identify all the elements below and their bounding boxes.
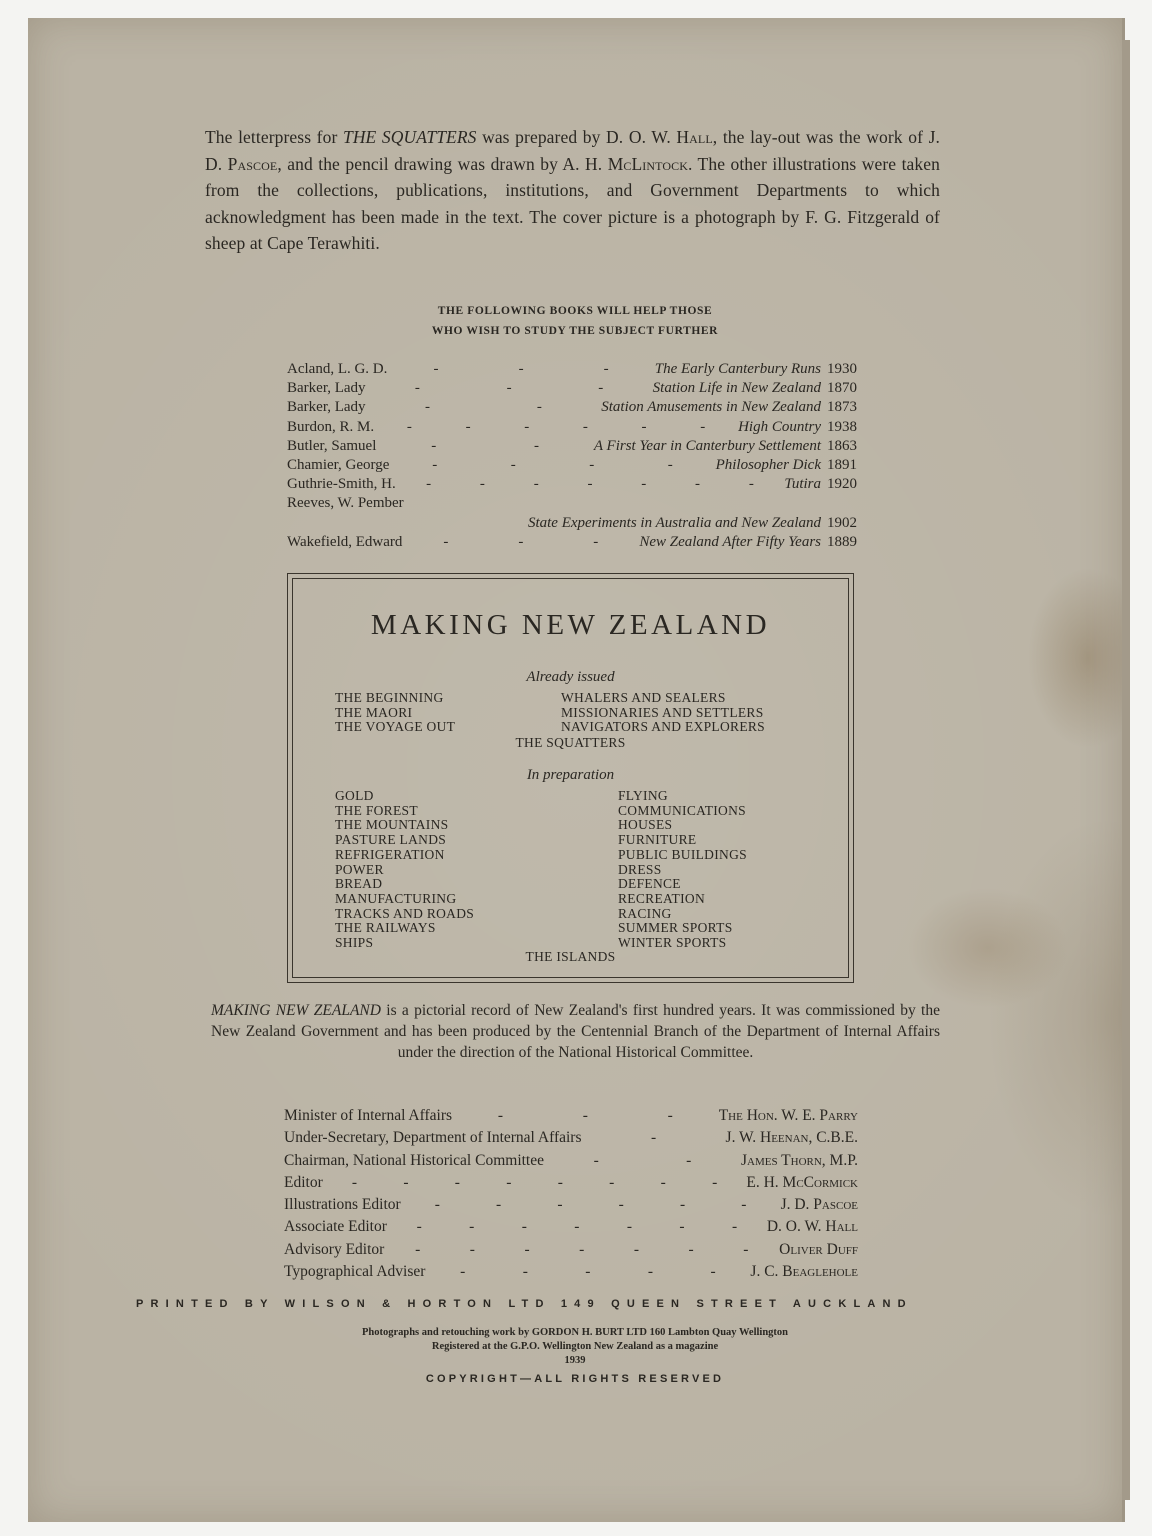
dash: -: [522, 1263, 528, 1281]
books-heading-line2: WHO WISH TO STUDY THE SUBJECT FURTHER: [431, 325, 719, 337]
about-paragraph: [211, 1000, 940, 1063]
prep-title: COMMUNICATIONS: [618, 802, 746, 818]
dash: -: [510, 456, 516, 473]
book-row: [287, 514, 857, 533]
dash: -: [741, 1196, 747, 1214]
dash: -: [647, 1263, 654, 1281]
series-box-inner: [292, 578, 849, 978]
dash: -: [712, 1173, 718, 1191]
book-row: [287, 418, 857, 437]
dash-leader: [380, 418, 732, 437]
book-author: Acland, L. G. D.: [287, 361, 388, 377]
dash: -: [432, 456, 438, 473]
prep-title: HOUSES: [618, 817, 673, 833]
dash: -: [574, 1218, 580, 1236]
dash: -: [641, 476, 647, 493]
dash: -: [469, 1218, 475, 1236]
book-author: Butler, Samuel: [287, 437, 377, 454]
prep-left-column: [335, 789, 474, 951]
prep-title: FURNITURE: [618, 832, 697, 848]
registered-line: Registered at the G.P.O. Wellington New Zealand as a magazine: [431, 1341, 719, 1352]
prep-title: FLYING: [618, 788, 668, 803]
intro-paragraph: [205, 124, 940, 257]
book-title: Philosopher Dick: [715, 456, 821, 473]
dash: -: [524, 418, 530, 435]
book-author: Guthrie-Smith, H.: [287, 476, 396, 493]
credit-name: J. D. Pascoe: [780, 1196, 858, 1214]
book-title: Tutira: [784, 476, 821, 493]
dash: -: [679, 1196, 686, 1214]
prep-title: WINTER SPORTS: [618, 935, 727, 951]
credit-name: James Thorn, M.P.: [740, 1151, 858, 1169]
dash: -: [585, 1263, 591, 1281]
book-title: The Early Canterbury Runs: [654, 361, 821, 377]
prep-title: THE FOREST: [335, 802, 418, 818]
dash: -: [582, 418, 588, 435]
intro-name: Hall: [676, 127, 713, 147]
series-title: MAKING NEW ZEALAND: [370, 609, 771, 641]
book-year: 1891: [827, 456, 857, 473]
credit-role: Associate Editor: [284, 1218, 387, 1236]
book-row: [287, 437, 857, 456]
dash: -: [589, 456, 595, 473]
credit-role: Chairman, National Historical Committee: [284, 1151, 544, 1169]
dash: -: [679, 1218, 685, 1236]
dash: -: [700, 418, 706, 435]
credit-row: [284, 1150, 858, 1172]
issued-label: Already issued: [526, 669, 615, 685]
leader-gap: [410, 494, 851, 513]
dash-leader: [431, 1261, 744, 1283]
book-year: 1938: [827, 418, 857, 435]
prep-title: MANUFACTURING: [335, 890, 457, 906]
prep-title: DEFENCE: [618, 876, 681, 892]
book-year: 1889: [827, 533, 857, 550]
prep-title: POWER: [335, 861, 384, 877]
dash: -: [524, 1240, 530, 1258]
dash: -: [433, 361, 439, 377]
dash: -: [431, 437, 437, 454]
dash: -: [434, 1196, 440, 1214]
issued-title: THE VOYAGE OUT: [335, 719, 456, 735]
dash: -: [506, 380, 512, 397]
copyright-line: COPYRIGHT—ALL RIGHTS RESERVED: [425, 1373, 725, 1385]
credit-role: Typographical Adviser: [284, 1263, 426, 1281]
dash: -: [424, 399, 430, 416]
dash: -: [406, 418, 412, 435]
book-author: Burdon, R. M.: [287, 418, 375, 435]
dash: -: [660, 1173, 666, 1191]
credit-role: Illustrations Editor: [284, 1196, 401, 1214]
credit-name: The Hon. W. E. Parry: [718, 1107, 858, 1124]
dash: -: [633, 1240, 639, 1258]
book-author: Wakefield, Edward: [287, 533, 403, 550]
year-line: 1939: [564, 1355, 586, 1366]
issued-center: THE SQUATTERS: [515, 735, 626, 750]
dash: -: [641, 418, 647, 435]
prep-title: BREAD: [335, 876, 383, 892]
credit-row: [284, 1261, 858, 1283]
intro-text: was prepared by D. O. W.: [476, 127, 677, 147]
book-year: 1870: [827, 380, 857, 397]
credit-role: Under-Secretary, Department of Internal Affairs: [284, 1129, 582, 1147]
book-row: [287, 398, 857, 417]
book-title: State Experiments in Australia and New Zealand: [527, 514, 821, 531]
printer-line: PRINTED BY WILSON & HORTON LTD 149 QUEEN STREET AUCKLAND: [136, 1298, 913, 1310]
credit-name: D. O. W. Hall: [766, 1218, 858, 1236]
credit-name: J. W. Heenan, C.B.E.: [725, 1129, 858, 1147]
prep-title: SUMMER SPORTS: [618, 920, 733, 936]
dash: -: [454, 1173, 460, 1191]
credit-role: Minister of Internal Affairs: [284, 1107, 453, 1124]
dash: -: [731, 1218, 738, 1236]
dash: -: [518, 361, 524, 377]
dash-leader: [588, 1127, 720, 1149]
prep-title: SHIPS: [335, 935, 374, 951]
prep-center: THE ISLANDS: [525, 949, 616, 964]
issued-title: MISSIONARIES AND SETTLERS: [561, 704, 764, 720]
book-row: [287, 475, 857, 494]
dash-leader: [329, 1172, 741, 1194]
prep-title: PUBLIC BUILDINGS: [618, 846, 747, 862]
dash: -: [598, 380, 604, 397]
intro-text: , the lay-out was the work of J. D.: [205, 127, 940, 174]
dash: -: [533, 476, 539, 493]
book-year: 1930: [827, 361, 857, 377]
dash: -: [414, 380, 420, 397]
dash: -: [465, 418, 471, 435]
dash: -: [426, 476, 432, 493]
dash: -: [650, 1129, 657, 1147]
about-title: MAKING NEW ZEALAND: [211, 1002, 381, 1019]
intro-name: McLintock: [607, 153, 688, 174]
issued-right-column: [561, 691, 765, 735]
book-author: Barker, Lady: [287, 399, 366, 416]
dash: -: [593, 533, 599, 550]
dash: -: [521, 1218, 527, 1236]
issued-title: THE MAORI: [335, 704, 413, 720]
prep-label: In preparation: [526, 767, 615, 783]
dash: -: [518, 533, 524, 550]
book-year: 1873: [827, 399, 857, 416]
dash: -: [479, 476, 485, 493]
dash: -: [667, 456, 673, 473]
book-title: High Country: [738, 418, 821, 435]
dash-leader: [407, 1194, 775, 1216]
book-author: Reeves, W. Pember: [287, 495, 404, 512]
dash: -: [688, 1240, 694, 1258]
dash: -: [557, 1173, 563, 1191]
dash-leader: [393, 360, 648, 379]
dash: -: [443, 533, 449, 550]
dash: -: [416, 1218, 422, 1236]
credit-role: Advisory Editor: [284, 1240, 385, 1258]
dash-leader: [372, 379, 647, 398]
dash-leader: [402, 475, 779, 494]
credit-name: E. H. McCormick: [746, 1173, 858, 1191]
books-heading-line1: THE FOLLOWING BOOKS WILL HELP THOSE: [437, 305, 713, 317]
about-text: is a pictorial record of New Zealand's first hundred years. It was commissioned by the New Zealand Government and has been produced by the Centennial Branch of the Department of Internal Affairs under the direction of the National Historical Committee.: [211, 1002, 940, 1061]
book-author: Barker, Lady: [287, 380, 366, 397]
dash: -: [743, 1240, 749, 1258]
dash-leader: [372, 398, 596, 417]
prep-title: DRESS: [618, 861, 662, 877]
credit-row: [284, 1172, 858, 1194]
book-row: [287, 533, 857, 552]
dash: -: [748, 476, 754, 493]
book-list: [287, 360, 857, 552]
series-box: [287, 573, 854, 983]
page-sheet: [28, 18, 1125, 1522]
issued-title: NAVIGATORS AND EXPLORERS: [561, 719, 765, 735]
dash: -: [506, 1173, 512, 1191]
prep-title: THE RAILWAYS: [335, 920, 436, 936]
prep-title: PASTURE LANDS: [335, 832, 447, 848]
dash: -: [496, 1196, 502, 1214]
book-title: New Zealand After Fifty Years: [639, 533, 821, 550]
dash: -: [534, 437, 540, 454]
dash-leader: [390, 1239, 773, 1261]
intro-text: . The other illustrations were taken from the collections, publications, institutions, and Government Departments to which acknowledgment has been made in the text. The cover picture is a photograph by F. G. Fitzgerald of sheep at Cape Terawhiti.: [205, 153, 940, 253]
dash: -: [695, 476, 701, 493]
dash: -: [593, 1151, 599, 1169]
credit-name: J. C. Beaglehole: [750, 1263, 858, 1281]
dash: -: [415, 1240, 421, 1258]
credit-row: [284, 1194, 858, 1216]
credits-list: [284, 1105, 858, 1283]
dash: -: [609, 1173, 615, 1191]
book-author: Chamier, George: [287, 456, 390, 473]
issued-title: THE BEGINNING: [335, 690, 444, 705]
dash: -: [686, 1151, 692, 1169]
prep-title: RACING: [618, 905, 672, 921]
photos-line: Photographs and retouching work by GORDON H. BURT LTD 160 Lambton Quay Wellington: [361, 1327, 789, 1338]
dash: -: [351, 1173, 358, 1191]
dash: -: [579, 1240, 585, 1258]
credit-row: [284, 1239, 858, 1261]
book-row: [287, 494, 857, 513]
prep-title: TRACKS AND ROADS: [335, 905, 475, 921]
credit-role: Editor: [284, 1173, 323, 1191]
dash-leader: [458, 1105, 713, 1127]
issued-left-column: [335, 691, 455, 735]
dash: -: [469, 1240, 475, 1258]
book-title: A First Year in Canterbury Settlement: [593, 437, 821, 454]
prep-title: THE MOUNTAINS: [335, 817, 449, 833]
credit-name: Oliver Duff: [779, 1240, 858, 1258]
dash-leader: [408, 533, 633, 552]
prep-title: GOLD: [335, 788, 374, 803]
book-title: Station Amusements in New Zealand: [601, 399, 821, 416]
page-edge-shadow: [1122, 40, 1130, 1500]
dash: -: [618, 1196, 624, 1214]
intro-text: The letterpress for: [205, 127, 343, 147]
dash: -: [667, 1107, 673, 1124]
dash: -: [403, 1173, 409, 1191]
dash: -: [626, 1218, 632, 1236]
credit-row: [284, 1216, 858, 1238]
dash: -: [460, 1263, 466, 1281]
book-year: 1920: [827, 476, 857, 493]
dash-leader: [382, 437, 588, 456]
credit-row: [284, 1127, 858, 1149]
intro-title: THE SQUATTERS: [342, 127, 477, 147]
credit-row: [284, 1105, 858, 1127]
dash: -: [710, 1263, 716, 1281]
dash: -: [497, 1107, 504, 1124]
intro-name: Pascoe: [227, 153, 278, 174]
book-year: 1902: [827, 514, 857, 531]
dash: -: [603, 361, 609, 377]
book-row: [287, 456, 857, 475]
prep-title: RECREATION: [618, 890, 705, 906]
prep-right-column: [618, 789, 747, 951]
book-year: 1863: [827, 437, 857, 454]
dash: -: [587, 476, 593, 493]
dash: -: [582, 1107, 588, 1124]
prep-title: REFRIGERATION: [335, 846, 445, 862]
book-row: [287, 360, 857, 379]
dash: -: [557, 1196, 563, 1214]
book-row: [287, 379, 857, 398]
book-title: Station Life in New Zealand: [652, 380, 821, 397]
dash-leader: [550, 1150, 735, 1172]
intro-text: , and the pencil drawing was drawn by A. H.: [277, 153, 608, 174]
issued-title: WHALERS AND SEALERS: [561, 690, 726, 705]
dash: -: [536, 399, 542, 416]
dash-leader: [395, 456, 709, 475]
dash-leader: [393, 1216, 761, 1238]
